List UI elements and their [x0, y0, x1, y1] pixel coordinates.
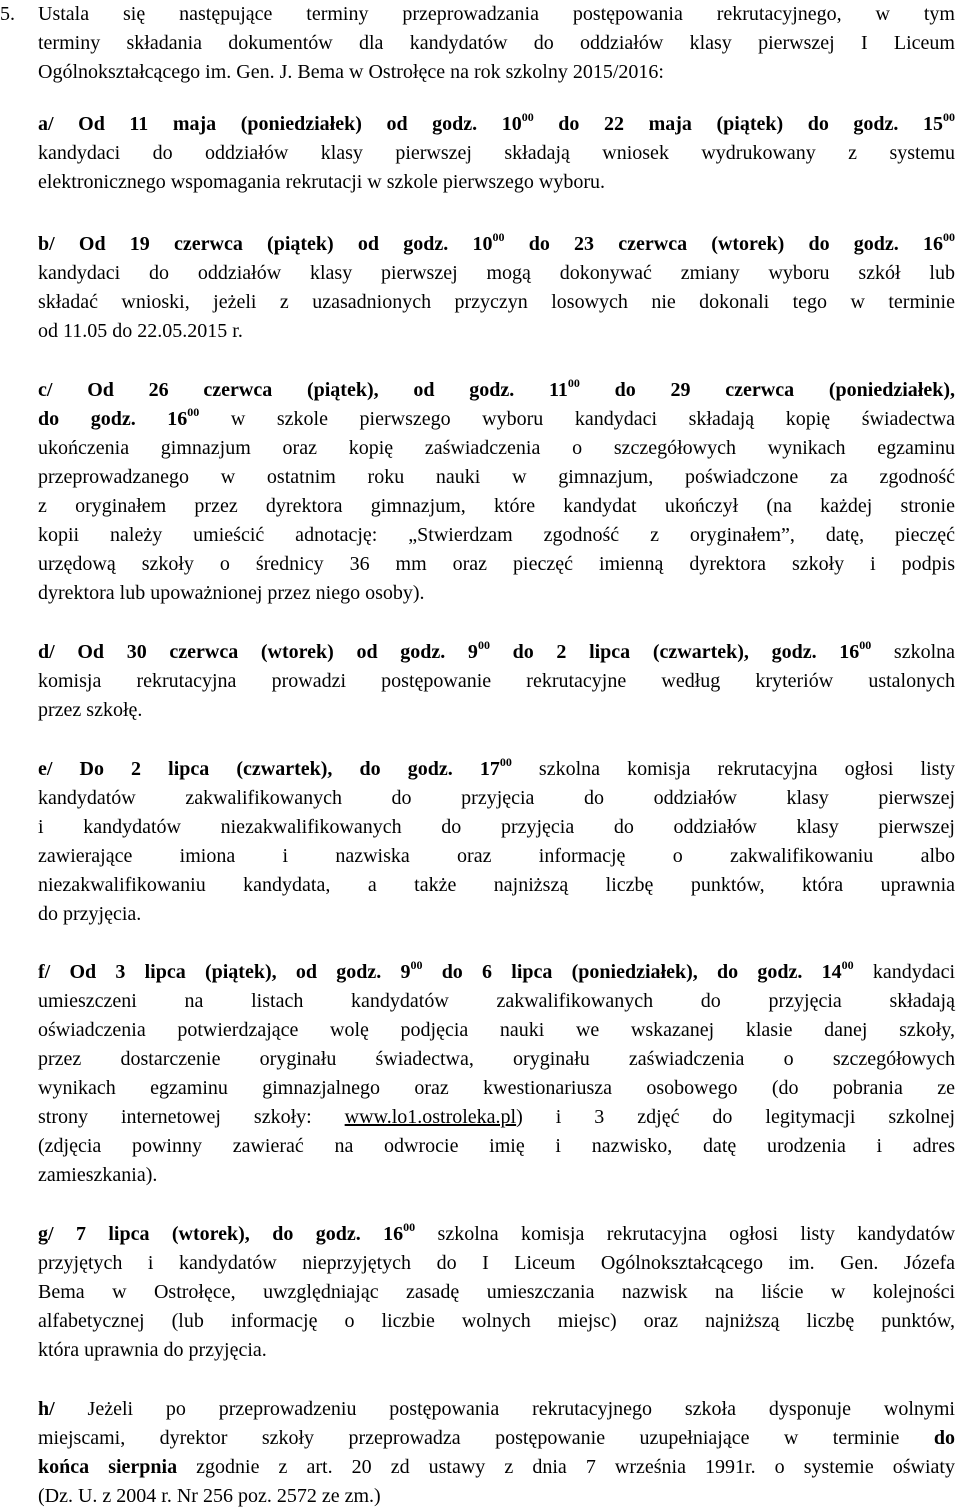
intro-line-1: Ustala się następujące terminy przeprowadzania postępowania rekrutacyjnego, w tym — [38, 3, 955, 25]
section-e-line-2: kandydatów zakwalifikowanych do przyjęcia do oddziałów klasy pierwszej — [38, 787, 955, 809]
section-g-line-4: alfabetycznej (lub informację o liczbie wolnych miejsc) oraz najniższą liczbę punktów, — [38, 1310, 955, 1332]
section-h-line-3: końca sierpnia zgodnie z art. 20 zd ustawy z dnia 7 września 1991r. o systemie oświaty — [38, 1456, 955, 1478]
section-e-line-6: do przyjęcia. — [38, 903, 142, 925]
section-f-line-8: zamieszkania). — [38, 1164, 158, 1186]
section-f-heading: f/ Od 3 lipca (piątek), od godz. $9^{00}$ do 6 lipca (poniedziałek), do godz. $14^{00}$ kandydaci — [38, 958, 956, 983]
school-website-link[interactable]: www.lo1.ostroleka.pl — [344, 1106, 517, 1128]
section-c-heading: c/ Od 26 czerwca (piątek), od godz. $11^{00}$ do 29 czerwca (poniedziałek), — [38, 376, 955, 401]
section-f-line-2: umieszczeni na listach kandydatów zakwalifikowanych do przyjęcia składają — [38, 990, 955, 1012]
section-c-line-5: z oryginałem przez dyrektora gimnazjum, które kandydat ukończył (na każdej stronie — [38, 495, 955, 517]
intro-line-2: terminy składania dokumentów dla kandydatów do oddziałów klasy pierwszej I Liceum — [38, 32, 955, 54]
section-c-line-4: przeprowadzanego w ostatnim roku nauki w gimnazjum, poświadczone za zgodność — [38, 466, 955, 488]
section-b-line-3: składać wnioski, jeżeli z uzasadnionych przyczyn losowych nie dokonali tego w terminie — [38, 291, 955, 313]
item-number: 5. — [0, 3, 15, 25]
section-a-line-3: elektronicznego wspomagania rekrutacji w szkole pierwszego wyboru. — [38, 171, 606, 193]
intro-line-3: Ogólnokształcącego im. Gen. J. Bema w Ostrołęce na rok szkolny 2015/2016: — [38, 61, 664, 83]
section-c-line-7: urzędową szkoły o średnicy 36 mm oraz pieczęć imienną dyrektora szkoły i podpis — [38, 553, 955, 575]
section-c-line-8: dyrektora lub upoważnionej przez niego osoby). — [38, 582, 425, 604]
section-b-heading: b/ Od 19 czerwca (piątek) od godz. $10^{00}$ do 23 czerwca (wtorek) do godz. $16^{00}$ — [38, 230, 955, 255]
section-d-heading: d/ Od 30 czerwca (wtorek) od godz. $9^{00}$ do 2 lipca (czwartek), godz. $16^{00}$ szkolna — [38, 638, 956, 663]
section-f-line-5: wynikach egzaminu gimnazjalnego oraz kwestionariusza osobowego (do pobrania ze — [38, 1077, 955, 1099]
section-f-line-3: oświadczenia potwierdzające wolę podjęcia nauki we wskazanej klasie danej szkoły, — [38, 1019, 955, 1041]
section-g-line-3: Bema w Ostrołęce, uwzględniając zasadę umieszczania nazwisk na liście w kolejności — [38, 1281, 955, 1303]
section-e-line-4: zawierające imiona i nazwiska oraz informację o zakwalifikowaniu albo — [38, 845, 955, 867]
section-f-line-4: przez dostarczenie oryginału świadectwa, oryginału zaświadczenia o szczegółowych — [38, 1048, 955, 1070]
section-e-heading: e/ Do 2 lipca (czwartek), do godz. $17^{00}$ szkolna komisja rekrutacyjna ogłosi listy — [38, 755, 956, 780]
section-b-line-2: kandydaci do oddziałów klasy pierwszej mogą dokonywać zmiany wyboru szkół lub — [38, 262, 955, 284]
section-a-line-2: kandydaci do oddziałów klasy pierwszej składają wniosek wydrukowany z systemu — [38, 142, 955, 164]
section-a-heading: a/ Od 11 maja (poniedziałek) od godz. $10^{00}$ do 22 maja (piątek) do godz. $15^{00}$ — [38, 110, 955, 135]
section-c-line-3: ukończenia gimnazjum oraz kopię zaświadczenia o szczegółowych wynikach egzaminu — [38, 437, 955, 459]
section-g-line-2: przyjętych i kandydatów nieprzyjętych do I Liceum Ogólnokształcącego im. Gen. Józefa — [38, 1252, 955, 1274]
section-g-heading: g/ 7 lipca (wtorek), do godz. $16^{00}$ szkolna komisja rekrutacyjna ogłosi listy kandydatów — [38, 1220, 956, 1245]
section-c-line-6: kopii należy umieścić adnotację: „Stwierdzam zgodność z oryginałem”, datę, pieczęć — [38, 524, 955, 546]
section-e-line-3: i kandydatów niezakwalifikowanych do przyjęcia do oddziałów klasy pierwszej — [38, 816, 955, 838]
section-e-line-5: niezakwalifikowaniu kandydata, a także najniższą liczbę punktów, która uprawnia — [38, 874, 955, 896]
section-c-line-2: do godz. $16^{00}$ w szkole pierwszego wyboru kandydaci składają kopię świadectwa — [38, 405, 956, 430]
section-b-line-4: od 11.05 do 22.05.2015 r. — [38, 320, 243, 342]
section-d-line-3: przez szkołę. — [38, 699, 143, 721]
section-h-line-2: miejscami, dyrektor szkoły przeprowadza postępowanie uzupełniające w terminie do — [38, 1427, 955, 1449]
section-h-heading: h/ Jeżeli po przeprowadzeniu postępowania rekrutacyjnego szkoła dysponuje wolnymi — [38, 1398, 955, 1420]
section-f-line-6: strony internetowej szkoły: www.lo1.ostroleka.pl) i 3 zdjęć do legitymacji szkolnej — [38, 1106, 955, 1128]
section-d-line-2: komisja rekrutacyjna prowadzi postępowanie rekrutacyjne według kryteriów ustalonych — [38, 670, 955, 692]
section-g-line-5: która uprawnia do przyjęcia. — [38, 1339, 267, 1361]
section-h-line-4: (Dz. U. z 2004 r. Nr 256 poz. 2572 ze zm.) — [38, 1485, 381, 1507]
section-f-line-7: (zdjęcia powinny zawierać na odwrocie imię i nazwisko, datę urodzenia i adres — [38, 1135, 955, 1157]
